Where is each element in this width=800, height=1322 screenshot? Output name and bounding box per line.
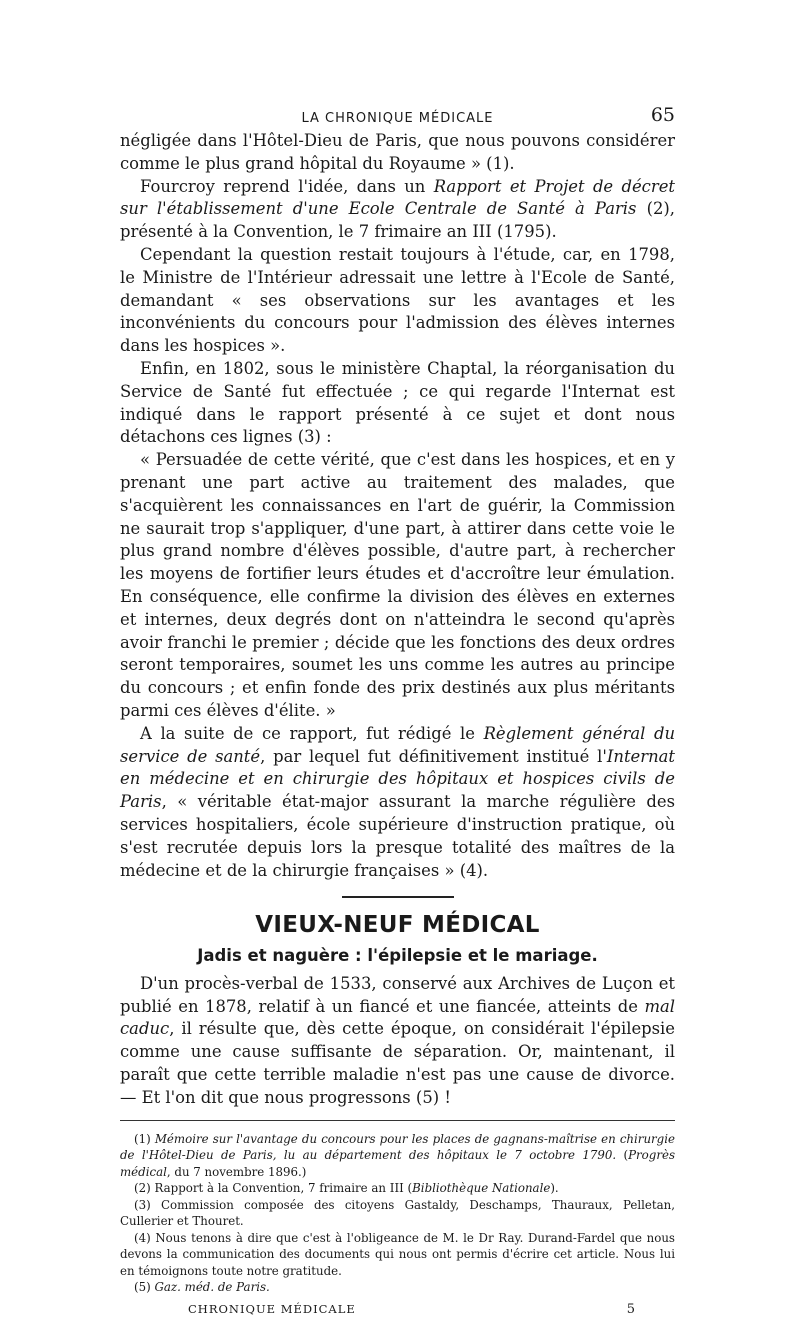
- paragraph-4: Enfin, en 1802, sous le ministère Chaptal, la réorganisation du Service de Santé fut effectuée ; ce qui regarde l'Internat est indiqué dans le rapport présenté à ce sujet et dont nous détachons ces lignes (3) :: [120, 358, 675, 447]
- footnote-2: (2) Rapport à la Convention, 7 frimaire an III (Bibliothèque Nationale).: [134, 1181, 559, 1196]
- paragraph-2: Fourcroy reprend l'idée, dans un Rapport et Projet de décret sur l'établissement d'une Ecole Centrale de Santé à Paris (2), présenté à la Convention, le 7 frimaire an III (1795).: [120, 176, 676, 242]
- footnote-3: (3) Commission composée des citoyens Gastaldy, Deschamps, Thauraux, Pelletan, Cullerier et Thouret.: [120, 1197, 675, 1229]
- paragraph-1: négligée dans l'Hôtel-Dieu de Paris, que nous pouvons considérer comme le plus grand hôpital du Royaume » (1).: [120, 131, 675, 173]
- footer-signature: CHRONIQUE MÉDICALE: [188, 1301, 356, 1316]
- section-title: VIEUX-NEUF MÉDICAL: [255, 911, 540, 938]
- paragraph-3: Cependant la question restait toujours à l'étude, car, en 1798, le Ministre de l'Intérieur adressait une lettre à l'Ecole de Santé, demandant « ses observations sur les avantages et les inconvénients du concours pour l'admission des élèves internes dans les hospices ».: [120, 244, 675, 356]
- footnotes: [120, 1131, 675, 1296]
- section-paragraph: D'un procès-verbal de 1533, conservé aux Archives de Luçon et publié en 1878, relatif à un fiancé et une fiancée, atteints de mal caduc, il résulte que, dès cette époque, on considérait l'épilepsie comme une cause suffisante de séparation. Or, maintenant, il paraît que cette terrible maladie n'est pas une cause de divorce. — Et l'on dit que nous progressons (5) !: [120, 973, 675, 1107]
- section-divider: [342, 896, 454, 898]
- page: [120, 104, 675, 1322]
- paragraph-6: A la suite de ce rapport, fut rédigé le Règlement général du service de santé, par lequel fut définitivement institué l'Internat en médecine et en chirurgie des hôpitaux et hospices civils de Paris, « véritable état-major assurant la marche régulière des services hospitaliers, école supérieure d'instruction pratique, où s'est recrutée depuis lors la presque totalité des maîtres de la médecine et de la chirurgie françaises » (4).: [120, 723, 675, 880]
- footnote-1: (1) Mémoire sur l'avantage du concours pour les places de gagnans-maîtrise en chirurgie de l'Hôtel-Dieu de Paris, lu au département des hôpitaux le 7 octobre 1790. (Progrès médical, du 7 novembre 1896.): [120, 1131, 675, 1179]
- footnote-rule: [120, 1120, 675, 1121]
- section-subtitle: Jadis et naguère : l'épilepsie et le mariage.: [197, 945, 598, 965]
- running-title: LA CHRONIQUE MÉDICALE: [301, 111, 494, 126]
- quotation-paragraph: « Persuadée de cette vérité, que c'est dans les hospices, et en y prenant une part active au traitement des malades, que s'acquièrent les connaissances en l'art de guérir, la Commission ne saurait trop s'appliquer, d'une part, à attirer dans cette voie le plus grand nombre d'élèves possible, d'autre part, à rechercher les moyens de fortifier leurs études et d'accroître leur émulation. En conséquence, elle confirme la division des élèves en externes et internes, deux degrés dont on n'atteindra le second qu'après avoir franchi le premier ; décide que les fonctions des deux ordres seront temporaires, soumet les uns comme les autres au principe du concours ; et enfin fonde des prix destinés aux plus méritants parmi ces élèves d'élite. »: [120, 450, 675, 720]
- page-number: 65: [650, 104, 675, 126]
- section-body: [120, 973, 675, 1110]
- running-head: [120, 104, 675, 130]
- footnote-5: (5) Gaz. méd. de Paris.: [134, 1280, 270, 1295]
- footer-sheet-number: 5: [626, 1301, 635, 1317]
- article-body: [120, 130, 675, 882]
- footnote-4: (4) Nous tenons à dire que c'est à l'obligeance de M. le Dr Ray. Durand-Fardel que nous devons la communication des documents qui nous ont permis d'écrire cet article. Nous lui en témoignons toute notre gratitude.: [120, 1230, 675, 1278]
- page-footer: [120, 1302, 675, 1322]
